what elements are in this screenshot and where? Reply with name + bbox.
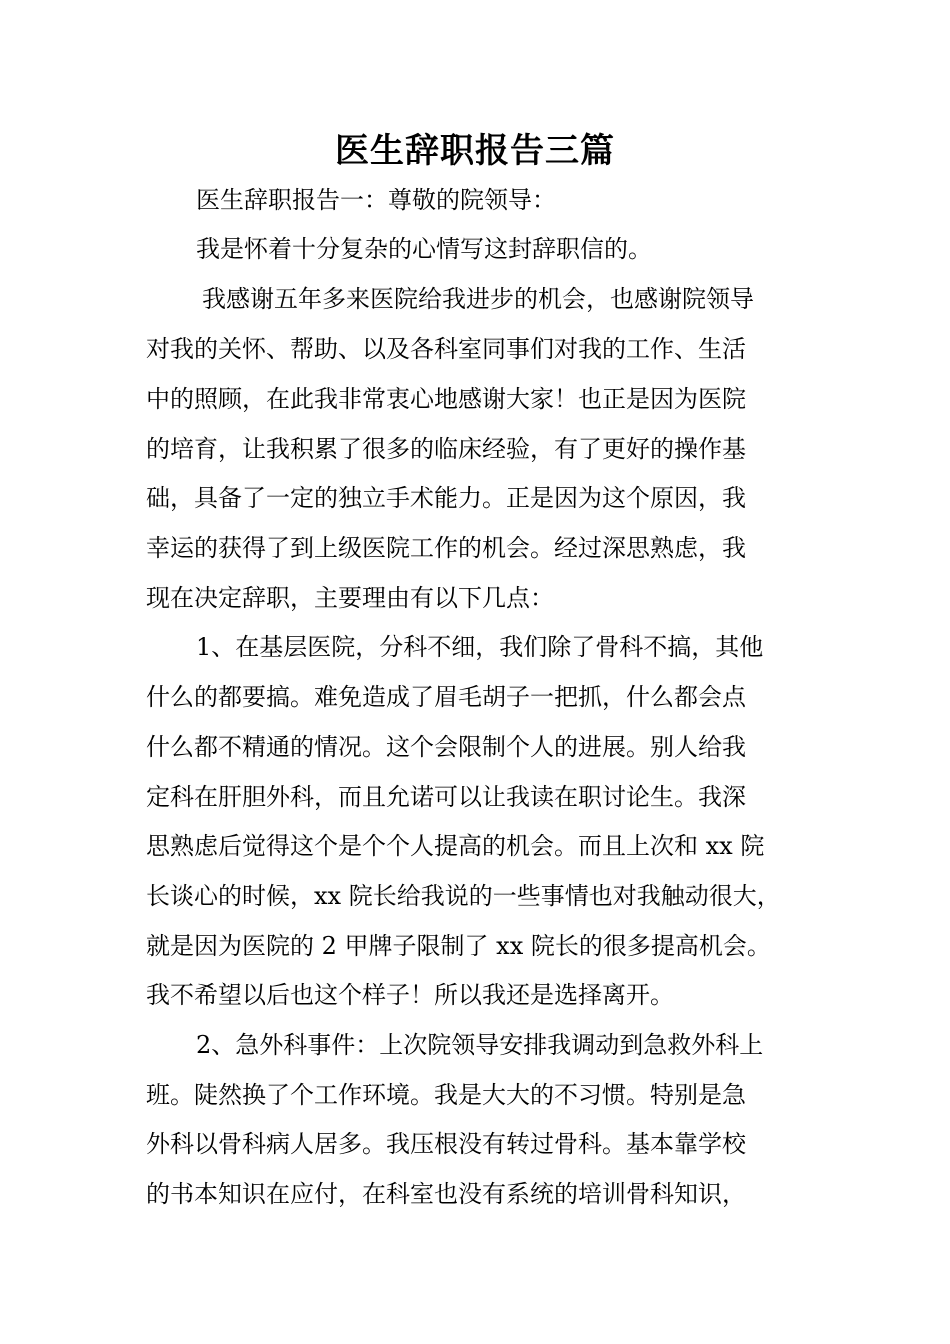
paragraph-line: 的培育，让我积累了很多的临床经验，有了更好的操作基 — [146, 435, 746, 463]
paragraph-line: 外科以骨科病人居多。我压根没有转过骨科。基本靠学校 — [146, 1130, 746, 1158]
paragraph-line: 中的照顾，在此我非常衷心地感谢大家！也正是因为医院 — [146, 385, 746, 413]
paragraph-line: 我不希望以后也这个样子！所以我还是选择离开。 — [146, 981, 674, 1009]
paragraph-line: 班。陡然换了个工作环境。我是大大的不习惯。特别是急 — [146, 1081, 746, 1109]
paragraph-line: 1、在基层医院，分科不细，我们除了骨科不搞，其他 — [196, 633, 764, 661]
paragraph-line: 就是因为医院的 2 甲牌子限制了 xx 院长的很多提高机会。 — [146, 932, 771, 960]
paragraph-line: 思熟虑后觉得这个是个个人提高的机会。而且上次和 xx 院 — [146, 832, 765, 860]
paragraph-line: 定科在肝胆外科，而且允诺可以让我读在职讨论生。我深 — [146, 783, 746, 811]
paragraph-line: 什么都不精通的情况。这个会限制个人的进展。别人给我 — [146, 733, 746, 761]
paragraph-line: 对我的关怀、帮助、以及各科室同事们对我的工作、生活 — [146, 335, 746, 363]
document-title: 医生辞职报告三篇 — [335, 131, 615, 171]
paragraph-line: 医生辞职报告一：尊敬的院领导： — [196, 186, 556, 214]
paragraph-line: 什么的都要搞。难免造成了眉毛胡子一把抓，什么都会点 — [146, 683, 746, 711]
paragraph-line: 我感谢五年多来医院给我进步的机会，也感谢院领导 — [202, 285, 754, 313]
paragraph-line: 幸运的获得了到上级医院工作的机会。经过深思熟虑，我 — [146, 534, 746, 562]
paragraph-line: 础，具备了一定的独立手术能力。正是因为这个原因，我 — [146, 484, 746, 512]
paragraph-line: 我是怀着十分复杂的心情写这封辞职信的。 — [196, 235, 652, 263]
paragraph-line: 2、急外科事件：上次院领导安排我调动到急救外科上 — [196, 1031, 764, 1059]
paragraph-line: 长谈心的时候，xx 院长给我说的一些事情也对我触动很大， — [146, 882, 781, 910]
paragraph-line: 现在决定辞职，主要理由有以下几点： — [146, 584, 554, 612]
paragraph-line: 的书本知识在应付，在科室也没有系统的培训骨科知识， — [146, 1180, 746, 1208]
